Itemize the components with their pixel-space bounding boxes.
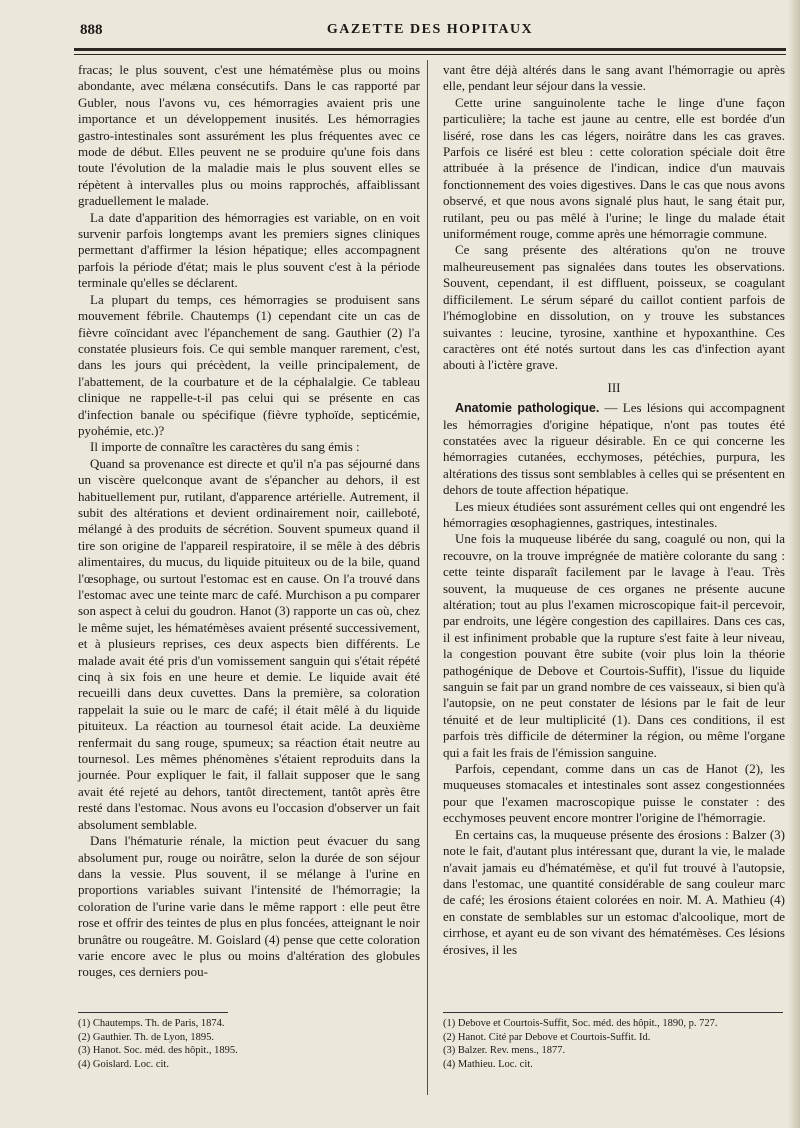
left-footnotes — [78, 1012, 420, 1071]
paragraph: vant être déjà altérés dans le sang avant l'hémorragie ou après elle, pendant leur séjour dans la vessie. — [443, 62, 785, 94]
right-footnotes — [443, 1012, 785, 1071]
section-heading: Anatomie pathologique. — [455, 401, 600, 416]
left-column — [78, 62, 420, 981]
footnote: (3) Hanot. Soc. méd. des hôpit., 1895. — [78, 1045, 238, 1057]
paragraph: Ce sang présente des altérations qu'on ne trouve malheureusement pas signalées dans toutes les observations. Souvent, cependant, il est diffluent, poisseux, se coagulant difficilement. Le sérum séparé du caillot contient parfois de l'hémoglobine en dissolution, on y trouve les substances suivantes : leucine, tyrosine, xanthine et hypoxanthine. Ces caractères ont été notés surtout dans les cas d'infection ayant abouti à l'ictère grave. — [443, 242, 785, 373]
page-number: 888 — [80, 22, 103, 38]
paragraph: Quand sa provenance est directe et qu'il n'a pas séjourné dans un viscère quelconque avant de s'épancher au dehors, il est habituellement pur, rutilant, d'apparence artérielle. Autrement, il subit des altérations et devient ordinairement noir, cailleboté, mélangé à des produits de sécrétion. Souvent spumeux quand il tire son origine de l'appareil respiratoire, il se mêle à des débris alimentaires, du mucus, du liquide pituiteux ou de la bile, quand l'œsophage, ou surtout l'estomac est en cause. On l'a trouvé dans l'estomac avec une teinte marc de café. Murchison a pu comparer son aspect à celui du goudron. Hanot (3) rapporte un cas où, chez le même sujet, les hématémèses avaient présenté successivement, et à plusieurs reprises, ces deux aspects bien différents. Le malade avait été pris d'un vomissement sanguin qui s'était répété cinq à six fois en une heure et demie. Le liquide avait été recueilli dans deux cuvettes. Dans la première, sa coloration rappelait la suie ou le marc de café; il était mêlé à du liquide pituiteux. La réaction au tournesol était acide. La deuxième renfermait du sang rouge, spumeux; sa réaction était neutre au tournesol. Les mêmes phénomènes s'étaient reproduits dans la journée. Pour expliquer le fait, il fallait supposer que le sang avait été rejeté au dehors, tantôt directement, tantôt après être resté dans l'estomac. Nous avons eu l'occasion d'observer un fait absolument semblable. — [78, 455, 420, 832]
paragraph: La date d'apparition des hémorragies est variable, on en voit survenir parfois longtemps avant les premiers signes cliniques permettant d'affirmer la lésion hépatique; elles accompagnent parfois la période d'état; mais le plus souvent c'est à la période terminale qu'elles se déclarent. — [78, 209, 420, 291]
page-edge-shadow — [788, 0, 800, 1128]
footnote-rule — [78, 1012, 228, 1013]
footnote: (2) Hanot. Cité par Debove et Courtois-Suffit. Id. — [443, 1031, 651, 1043]
paragraph: Dans l'hématurie rénale, la miction peut évacuer du sang absolument pur, rouge ou noirâtre, selon la durée de son séjour dans la vessie. Plus souvent, il se mélange à l'urine en proportions variables suivant l'intensité de l'hémorragie; la coloration de l'urine varie dans le même rapport : elle peut être rose et offrir des teintes de plus en plus foncées, atteignant le noir brunâtre ou rougeâtre. M. Goislard (4) pense que cette coloration varie encore avec le plus ou moins d'altération des globules rouges, ces derniers pou- — [78, 833, 420, 980]
right-column — [443, 62, 785, 958]
journal-title: GAZETTE DES HOPITAUX — [326, 22, 534, 37]
paragraph: Parfois, cependant, comme dans un cas de Hanot (2), les muqueuses stomacales et intestinales sont assez congestionnées pour que l'examen macroscopique puisse le constater : des ecchymoses peuvent encore montrer l'origine de l'hémorragie. — [443, 761, 785, 826]
footnote: (4) Mathieu. Loc. cit. — [443, 1058, 533, 1070]
footnote: (1) Debove et Courtois-Suffit, Soc. méd. des hôpit., 1890, p. 727. — [443, 1018, 718, 1029]
paragraph: Cette urine sanguinolente tache le linge d'une façon particulière; la tache est jaune au centre, elle est bordée d'un liséré, rose dans les cas légers, noirâtre dans les cas graves. Parfois ce liséré est bleu : cette coloration spéciale doit être attribuée à la présence de l'indican, indice d'un mauvais fonctionnement des voies digestives. Dans le cas que nous avons observé, et que nous avons signalé plus haut, le sang était pur, rutilant, peu ou pas mêlé à l'urine; le linge du malade était uniformément rouge, comme après une hémorragie commune. — [443, 94, 785, 242]
section-intro-text: — Les lésions qui accompagnent les hémorragies d'origine hépatique, n'ont pas toutes été constatées avec la rigueur désirable. En ce qui concerne les hémorragies cutanées, ecchymoses, pétéchies, purpura, les altérations des tissus sont semblables à celles qui se présentent en dehors de toute affection hépatique. — [443, 400, 785, 498]
paragraph: En certains cas, la muqueuse présente des érosions : Balzer (3) note le fait, d'autant plus intéressant que, durant la vie, le malade n'avait jamais eu d'hématémèse, et qu'il fut trouvé à l'autopsie, dans l'estomac, une quantité considérable de sang couleur marc de café; les érosions étaient colorées en noir. M. A. Mathieu (4) en constate de semblables sur un estomac d'alcoolique, mort de cirrhose, et ayant eu de son vivant des hématémèses. Ces lésions érosives, il les — [443, 826, 785, 957]
page-header — [74, 20, 786, 42]
section-number: III — [607, 379, 621, 395]
section-intro-paragraph — [443, 400, 785, 498]
paragraph: Les mieux étudiées sont assurément celles qui ont engendré les hémorragies œsophagiennes, gastriques, intestinales. — [443, 498, 785, 530]
footnote-rule — [443, 1012, 783, 1013]
paragraph: fracas; le plus souvent, c'est une hématémèse plus ou moins abondante, avec mélæna consécutifs. Dans le cas rapporté par Gubler, nous l'avons vu, ces hémorragies avaient pris une importance et un développement inusités. Les hémorragies gastro-intestinales sont assurément les plus fréquentes avec ce mode de début. Elles peuvent ne se produire qu'une fois dans toute l'évolution de la maladie mais le plus souvent elles se répètent à intervalles plus ou moins rapprochés, affaiblissant graduellement le malade. — [78, 62, 420, 209]
footnote: (1) Chautemps. Th. de Paris, 1874. — [78, 1018, 225, 1029]
column-divider — [427, 60, 428, 1095]
header-rule-thin — [74, 54, 786, 55]
paragraph: La plupart du temps, ces hémorragies se produisent sans mouvement fébrile. Chautemps (1) cependant cite un cas de fièvre coïncidant avec l'épanchement de sang. Gauthier (2) l'a constatée plusieurs fois. Ce qui semble manquer rarement, c'est, dans les jours qui précèdent, la veille principalement, de l'abattement, de la courbature et de la céphalalgie. Ce tableau clinique ne rappelle-t-il pas celui qui se présente en cas d'infection banale ou spécifique (fièvre typhoïde, septicémie, pyohémie, etc.)? — [78, 291, 420, 438]
footnote: (3) Balzer. Rev. mens., 1877. — [443, 1045, 566, 1057]
paragraph: Une fois la muqueuse libérée du sang, coagulé ou non, qui la recouvre, on la trouve imprégnée de matière colorante du sang : cette teinte disparaît facilement par le lavage à l'eau. Très souvent, la muqueuse de ces organes ne présente aucune altération; tout au plus l'examen microscopique fait-il percevoir, par endroits, une légère congestion des capillaires. Dans ces cas, il est infiniment probable que la rupture s'est faite à leur niveau, la congestion pouvant être subite (voir plus loin la théorie pathogénique de Debove et Courtois-Suffit), l'issue du liquide sanguin se fait par un grand nombre de ces vaisseaux, si bien qu'à l'autopsie, on ne peut constater de lésions par le fait de leur ténuité et de leur multiplicité (1). Dans ces conditions, il est parfois très difficile de déterminer la région, ou même l'organe qui a fait les frais de l'émission sanguine. — [443, 531, 785, 760]
footnote: (2) Gauthier. Th. de Lyon, 1895. — [78, 1031, 214, 1043]
header-rule-thick — [74, 48, 786, 51]
paragraph: Il importe de connaître les caractères du sang émis : — [90, 439, 360, 455]
footnote: (4) Goislard. Loc. cit. — [78, 1058, 169, 1070]
